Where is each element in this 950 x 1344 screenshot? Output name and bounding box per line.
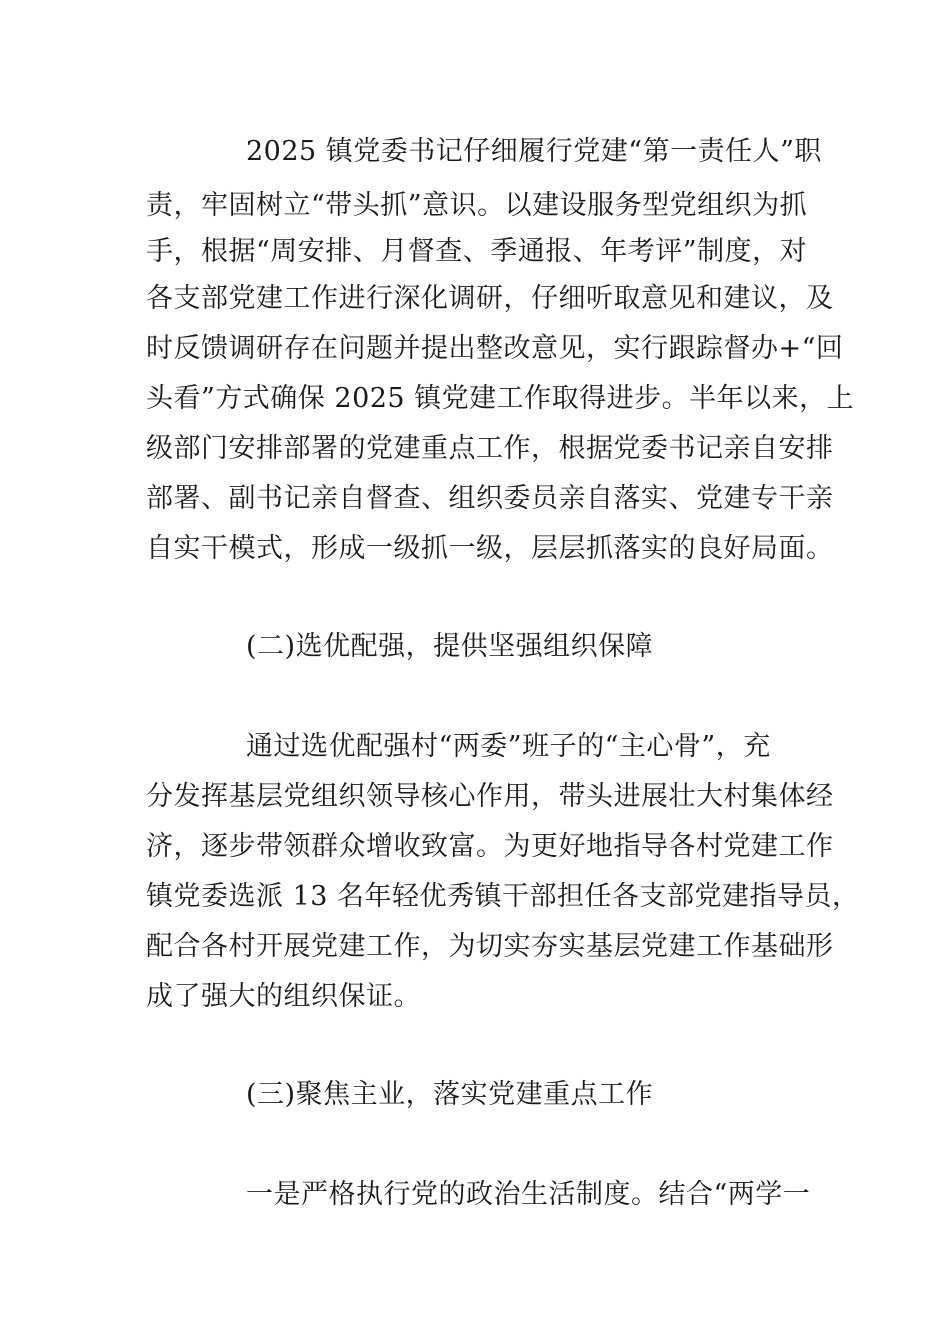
paragraph-1-line-3: 手，根据“周安排、月督查、季通报、年考评”制度，对 [146,236,808,267]
paragraph-1-line-7: 级部门安排部署的党建重点工作，根据党委书记亲自安排 [146,433,834,464]
paragraph-1-line-1: 2025 镇党委书记仔细履行党建“第一责任人”职 [246,136,822,167]
section-heading-3: (三)聚焦主业，落实党建重点工作 [246,1079,654,1110]
paragraph-2-line-5: 配合各村开展党建工作，为切实夯实基层党建工作基础形 [146,931,834,962]
paragraph-1-line-4: 各支部党建工作进行深化调研，仔细听取意见和建议，及 [146,283,834,314]
section-heading-2: (二)选优配强，提供坚强组织保障 [246,631,654,662]
paragraph-3-line-1: 一是严格执行党的政治生活制度。结合“两学一 [246,1179,811,1210]
paragraph-2-line-4: 镇党委选派 13 名年轻优秀镇干部担任各支部党建指导员， [146,881,860,912]
paragraph-2-line-2: 分发挥基层党组织领导核心作用，带头进展壮大村集体经 [146,781,834,812]
paragraph-1-line-9: 自实干模式，形成一级抓一级，层层抓落实的良好局面。 [146,533,834,564]
paragraph-1-line-8: 部署、副书记亲自督查、组织委员亲自落实、党建专干亲 [146,483,834,514]
paragraph-1-line-6: 头看”方式确保 2025 镇党建工作取得进步。半年以来，上 [146,383,855,414]
paragraph-2-line-1: 通过选优配强村“两委”班子的“主心骨”，充 [246,731,771,762]
paragraph-2-line-6: 成了强大的组织保证。 [146,981,421,1012]
paragraph-1-line-5: 时反馈调研存在问题并提出整改意见，实行跟踪督办+“回 [146,333,844,364]
paragraph-1-line-2: 责，牢固树立“带头抓”意识。以建设服务型党组织为抓 [146,190,808,221]
paragraph-2-line-3: 济，逐步带领群众增收致富。为更好地指导各村党建工作 [146,831,834,862]
